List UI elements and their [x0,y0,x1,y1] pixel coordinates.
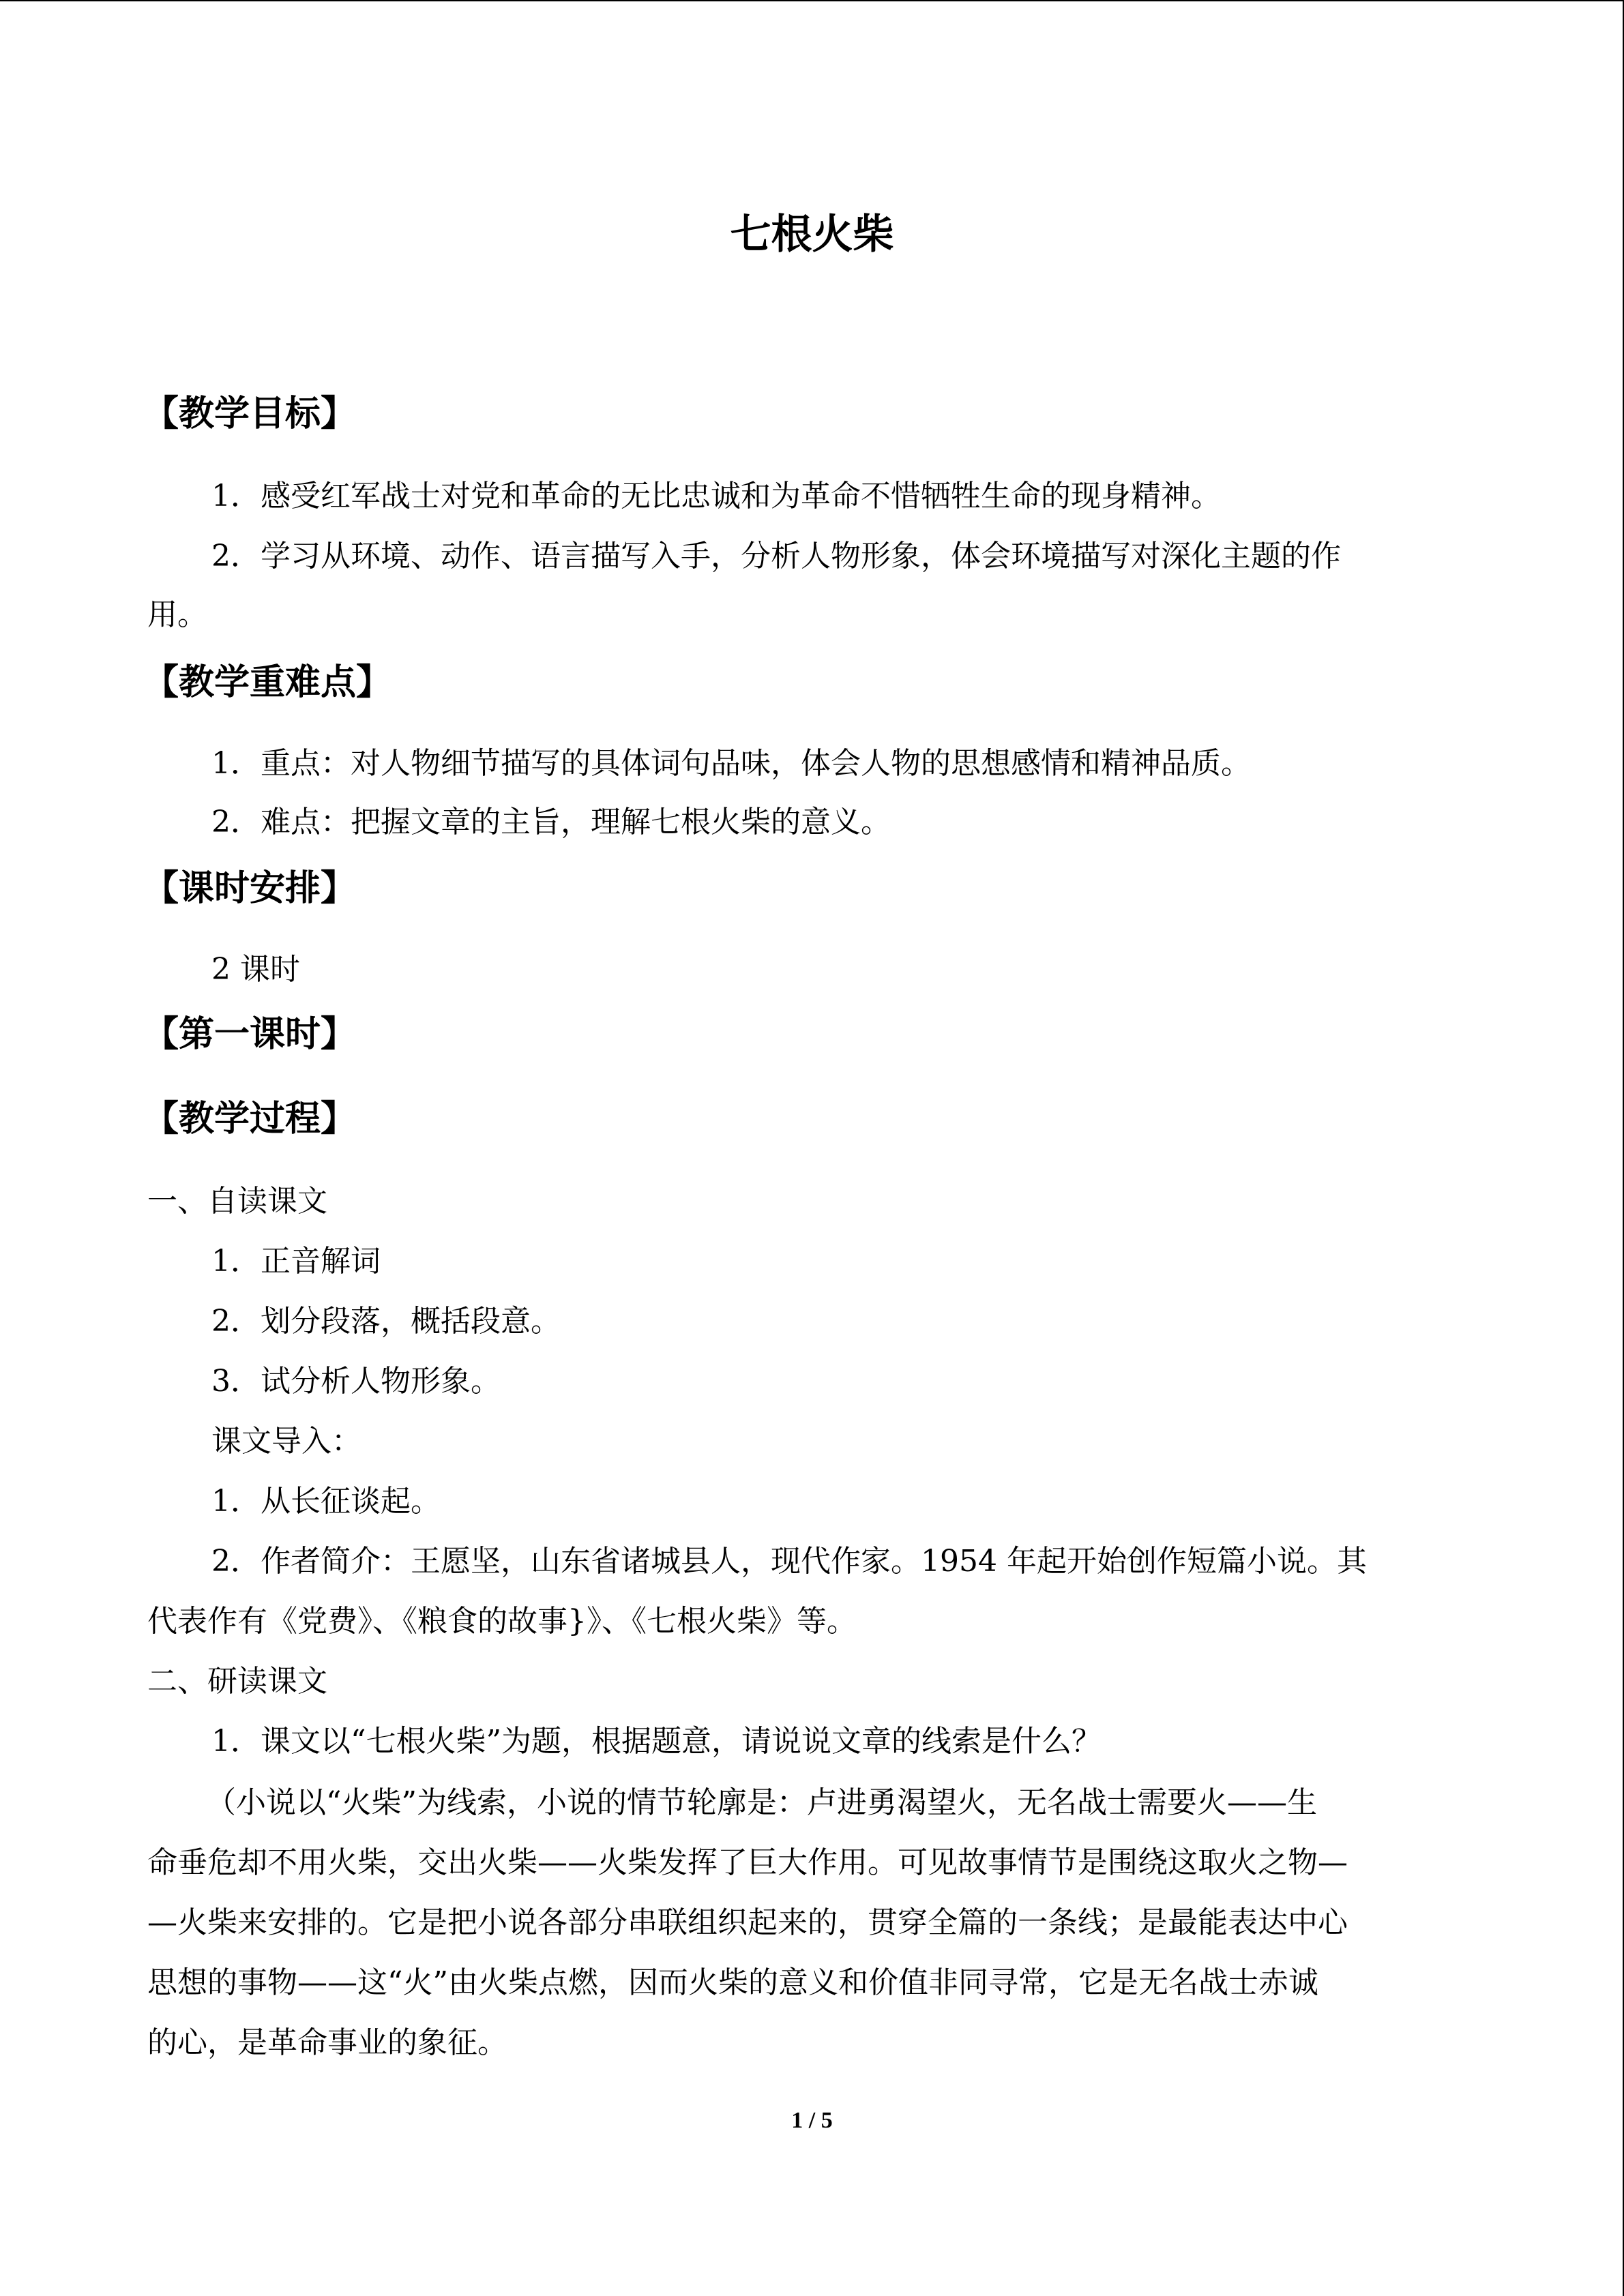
process-line: 1．正音解词 [211,1244,381,1279]
process-line: 二、研读课文 [147,1664,327,1699]
objective-item-2: 2．学习从环境、动作、语言描写入手，分析人物形象，体会环境描写对深化主题的作 [211,539,1341,573]
heading-process: 【教学过程】 [143,1099,357,1139]
process-line: 3．试分析人物形象。 [211,1364,501,1399]
process-line: 一、自读课文 [147,1184,327,1219]
process-line: 思想的事物——这“火”由火柴点燃，因而火柴的意义和价值非同寻常，它是无名战士赤诚 [147,1965,1318,2000]
heading-first-lesson: 【第一课时】 [143,1014,357,1055]
process-line: 命垂危却不用火柴，交出火柴——火柴发挥了巨大作用。可见故事情节是围绕这取火之物— [147,1845,1348,1880]
process-line: 2．划分段落，概括段意。 [211,1304,561,1339]
heading-schedule: 【课时安排】 [143,868,357,909]
schedule-text: 2 课时 [211,952,300,987]
process-line: 1．从长征谈起。 [211,1484,441,1519]
document-title: 七根火柴 [730,211,894,258]
process-line: 代表作有《党费》、《粮食的故事}》、《七根火柴》等。 [147,1604,857,1639]
process-line: —火柴来安排的。它是把小说各部分串联组织起来的，贯穿全篇的一条线；是最能表达中心 [147,1905,1348,1940]
process-line: （小说以“火柴”为线索，小说的情节轮廓是：卢进勇渴望火，无名战士需要火——生 [206,1785,1317,1820]
heading-objectives: 【教学目标】 [143,393,357,434]
process-line: 的心，是革命事业的象征。 [147,2025,507,2060]
objective-item-2-cont: 用。 [147,597,207,632]
process-line: 1．课文以“七根火柴”为题，根据题意，请说说文章的线索是什么？ [211,1724,1102,1759]
objective-item-1: 1．感受红军战士对党和革命的无比忠诚和为革命不惜牺牲生命的现身精神。 [211,479,1221,513]
heading-key-points: 【教学重难点】 [143,662,392,703]
process-line: 课文导入： [211,1424,361,1459]
page-indicator: 1 / 5 [791,2108,833,2133]
key-point-item-2: 2．难点：把握文章的主旨，理解七根火柴的意义。 [211,805,891,839]
process-line: 2．作者简介：王愿坚，山东省诸城县人，现代作家。1954 年起开始创作短篇小说。其 [211,1544,1367,1579]
key-point-item-1: 1．重点：对人物细节描写的具体词句品味，体会人物的思想感情和精神品质。 [211,746,1251,781]
